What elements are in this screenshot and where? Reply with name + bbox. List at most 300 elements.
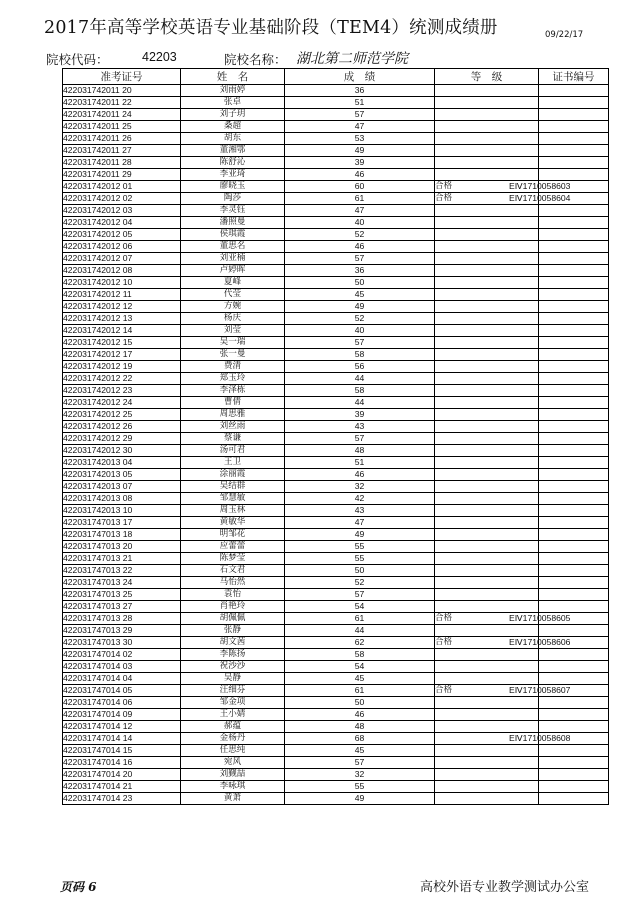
exam-id-cell: 422031742012 06 xyxy=(63,241,181,253)
school-info-row xyxy=(46,50,606,66)
exam-id-cell: 422031747013 27 xyxy=(63,601,181,613)
name-cell: 袁怡 xyxy=(181,589,285,601)
exam-id-cell: 422031747014 20 xyxy=(63,769,181,781)
score-cell: 50 xyxy=(285,565,435,577)
exam-id-cell: 422031747014 03 xyxy=(63,661,181,673)
exam-id-cell: 422031747014 21 xyxy=(63,781,181,793)
table-row xyxy=(63,529,609,541)
exam-id-cell: 422031747013 25 xyxy=(63,589,181,601)
grade-cell xyxy=(435,745,539,757)
print-date: 09/22/17 xyxy=(545,30,584,40)
certificate-cell xyxy=(539,229,609,241)
exam-id-cell: 422031742012 05 xyxy=(63,229,181,241)
exam-id-cell: 422031742013 10 xyxy=(63,505,181,517)
score-cell: 51 xyxy=(285,97,435,109)
certificate-cell xyxy=(539,565,609,577)
exam-id-cell: 422031747014 16 xyxy=(63,757,181,769)
name-cell: 李泽栋 xyxy=(181,385,285,397)
grade-cell xyxy=(435,349,539,361)
exam-id-cell: 422031742013 08 xyxy=(63,493,181,505)
certificate-cell xyxy=(539,757,609,769)
name-cell: 张一曼 xyxy=(181,349,285,361)
table-row xyxy=(63,301,609,313)
name-cell: 周思雅 xyxy=(181,409,285,421)
name-cell: 汪细芬 xyxy=(181,685,285,697)
table-row xyxy=(63,733,609,745)
grade-cell xyxy=(435,373,539,385)
score-cell: 60 xyxy=(285,181,435,193)
grade-cell xyxy=(435,493,539,505)
score-cell: 50 xyxy=(285,277,435,289)
certificate-cell xyxy=(539,469,609,481)
exam-id-cell: 422031742013 07 xyxy=(63,481,181,493)
name-cell: 邹金项 xyxy=(181,697,285,709)
grade-cell xyxy=(435,253,539,265)
table-row xyxy=(63,325,609,337)
name-cell: 石文君 xyxy=(181,565,285,577)
exam-id-cell: 422031742012 17 xyxy=(63,349,181,361)
table-row xyxy=(63,169,609,181)
exam-id-cell: 422031742013 05 xyxy=(63,469,181,481)
score-cell: 57 xyxy=(285,757,435,769)
score-cell: 46 xyxy=(285,709,435,721)
name-cell: 周玉林 xyxy=(181,505,285,517)
exam-id-cell: 422031742012 08 xyxy=(63,265,181,277)
grade-cell xyxy=(435,445,539,457)
table-row xyxy=(63,481,609,493)
certificate-cell xyxy=(539,661,609,673)
exam-id-cell: 422031742012 23 xyxy=(63,385,181,397)
certificate-cell xyxy=(539,121,609,133)
exam-id-cell: 422031747014 05 xyxy=(63,685,181,697)
name-cell: 蔡谦 xyxy=(181,433,285,445)
name-cell: 夏峰 xyxy=(181,277,285,289)
school-code-label: 院校代码： xyxy=(46,52,109,67)
grade-cell xyxy=(435,565,539,577)
name-cell: 邹慧敏 xyxy=(181,493,285,505)
certificate-cell xyxy=(539,445,609,457)
name-cell: 刘雨婷 xyxy=(181,85,285,97)
table-row xyxy=(63,757,609,769)
certificate-cell xyxy=(539,217,609,229)
certificate-cell xyxy=(539,745,609,757)
table-row xyxy=(63,109,609,121)
table-row xyxy=(63,385,609,397)
certificate-cell xyxy=(539,601,609,613)
exam-id-cell: 422031742013 04 xyxy=(63,457,181,469)
certificate-cell xyxy=(539,157,609,169)
table-row xyxy=(63,277,609,289)
certificate-cell xyxy=(539,577,609,589)
name-cell: 费清 xyxy=(181,361,285,373)
table-row xyxy=(63,709,609,721)
score-cell: 49 xyxy=(285,793,435,805)
score-cell: 58 xyxy=(285,649,435,661)
score-cell: 51 xyxy=(285,457,435,469)
table-row xyxy=(63,85,609,97)
table-row xyxy=(63,445,609,457)
exam-id-cell: 422031742011 25 xyxy=(63,121,181,133)
document-title: 2017年高等学校英语专业基础阶段（TEM4）统测成绩册 xyxy=(44,18,498,38)
name-cell: 胡佩佩 xyxy=(181,613,285,625)
name-cell: 李陈扬 xyxy=(181,649,285,661)
certificate-cell xyxy=(539,85,609,97)
score-cell: 57 xyxy=(285,589,435,601)
table-row xyxy=(63,565,609,577)
grade-cell xyxy=(435,157,539,169)
grade-cell xyxy=(435,397,539,409)
column-header-name: 姓 名 xyxy=(181,69,285,85)
name-cell: 黄萧 xyxy=(181,793,285,805)
score-cell: 58 xyxy=(285,349,435,361)
exam-id-cell: 422031747014 04 xyxy=(63,673,181,685)
score-cell: 43 xyxy=(285,505,435,517)
exam-id-cell: 422031747014 15 xyxy=(63,745,181,757)
grade-cell xyxy=(435,517,539,529)
grade-cell: 合格 xyxy=(435,181,539,193)
exam-id-cell: 422031742012 01 xyxy=(63,181,181,193)
table-row xyxy=(63,133,609,145)
score-cell: 32 xyxy=(285,769,435,781)
exam-id-cell: 422031747013 30 xyxy=(63,637,181,649)
name-cell: 王小婧 xyxy=(181,709,285,721)
name-cell: 明邹花 xyxy=(181,529,285,541)
certificate-cell xyxy=(539,625,609,637)
exam-id-cell: 422031747014 14 xyxy=(63,733,181,745)
column-header-exam-id: 准考证号 xyxy=(63,69,181,85)
table-row xyxy=(63,421,609,433)
table-row xyxy=(63,613,609,625)
name-cell: 宛风 xyxy=(181,757,285,769)
table-row xyxy=(63,409,609,421)
grade-cell xyxy=(435,169,539,181)
exam-id-cell: 422031742012 15 xyxy=(63,337,181,349)
certificate-cell xyxy=(539,673,609,685)
name-cell: 陈梦莹 xyxy=(181,553,285,565)
exam-id-cell: 422031747014 23 xyxy=(63,793,181,805)
grade-cell xyxy=(435,337,539,349)
grade-cell xyxy=(435,793,539,805)
certificate-cell xyxy=(539,433,609,445)
exam-id-cell: 422031742011 22 xyxy=(63,97,181,109)
table-body xyxy=(63,85,609,805)
grade-cell xyxy=(435,661,539,673)
exam-id-cell: 422031747013 21 xyxy=(63,553,181,565)
exam-id-cell: 422031747013 24 xyxy=(63,577,181,589)
certificate-cell xyxy=(539,313,609,325)
score-cell: 68 xyxy=(285,733,435,745)
certificate-cell xyxy=(539,793,609,805)
grade-cell xyxy=(435,769,539,781)
grade-cell xyxy=(435,97,539,109)
name-cell: 刘丝雨 xyxy=(181,421,285,433)
grade-cell xyxy=(435,589,539,601)
grade-cell xyxy=(435,433,539,445)
exam-id-cell: 422031742012 29 xyxy=(63,433,181,445)
table-row xyxy=(63,265,609,277)
exam-id-cell: 422031742012 22 xyxy=(63,373,181,385)
certificate-cell xyxy=(539,205,609,217)
score-cell: 61 xyxy=(285,613,435,625)
certificate-cell xyxy=(539,721,609,733)
table-row xyxy=(63,337,609,349)
name-cell: 曹倩 xyxy=(181,397,285,409)
grade-cell xyxy=(435,205,539,217)
name-cell: 张卓 xyxy=(181,97,285,109)
certificate-cell xyxy=(539,253,609,265)
certificate-cell xyxy=(539,529,609,541)
table-row xyxy=(63,229,609,241)
name-cell: 汤可君 xyxy=(181,445,285,457)
exam-id-cell: 422031742012 24 xyxy=(63,397,181,409)
exam-id-cell: 422031747013 28 xyxy=(63,613,181,625)
certificate-cell xyxy=(509,193,609,205)
score-cell: 55 xyxy=(285,781,435,793)
score-cell: 54 xyxy=(285,661,435,673)
table-row xyxy=(63,601,609,613)
score-cell: 39 xyxy=(285,409,435,421)
certificate-cell xyxy=(539,553,609,565)
exam-id-cell: 422031747013 17 xyxy=(63,517,181,529)
score-cell: 62 xyxy=(285,637,435,649)
certificate-cell xyxy=(539,781,609,793)
score-cell: 57 xyxy=(285,253,435,265)
name-cell: 刘觐喆 xyxy=(181,769,285,781)
grade-cell xyxy=(435,625,539,637)
exam-id-cell: 422031742012 26 xyxy=(63,421,181,433)
grade-cell xyxy=(435,121,539,133)
exam-id-cell: 422031747013 20 xyxy=(63,541,181,553)
exam-id-cell: 422031747014 06 xyxy=(63,697,181,709)
exam-id-cell: 422031742011 26 xyxy=(63,133,181,145)
name-cell: 胡东 xyxy=(181,133,285,145)
table-row xyxy=(63,505,609,517)
certificate-cell xyxy=(539,505,609,517)
name-cell: 任思纯 xyxy=(181,745,285,757)
table-row xyxy=(63,649,609,661)
score-cell: 61 xyxy=(285,685,435,697)
certificate-cell xyxy=(539,373,609,385)
certificate-cell xyxy=(509,181,609,193)
certificate-cell xyxy=(539,349,609,361)
score-cell: 46 xyxy=(285,469,435,481)
table-row xyxy=(63,577,609,589)
name-cell: 卢婷晖 xyxy=(181,265,285,277)
score-cell: 52 xyxy=(285,577,435,589)
table-row xyxy=(63,673,609,685)
certificate-cell xyxy=(539,97,609,109)
name-cell: 郝蕴 xyxy=(181,721,285,733)
exam-id-cell: 422031742012 13 xyxy=(63,313,181,325)
score-cell: 42 xyxy=(285,493,435,505)
exam-id-cell: 422031742012 07 xyxy=(63,253,181,265)
grade-cell xyxy=(435,325,539,337)
name-cell: 董思名 xyxy=(181,241,285,253)
score-cell: 45 xyxy=(285,289,435,301)
certificate-cell xyxy=(539,385,609,397)
table-header-row xyxy=(63,69,609,85)
grade-cell xyxy=(435,457,539,469)
grade-cell xyxy=(435,109,539,121)
name-cell: 肖艳玲 xyxy=(181,601,285,613)
score-cell: 52 xyxy=(285,229,435,241)
exam-id-cell: 422031742012 11 xyxy=(63,289,181,301)
score-cell: 40 xyxy=(285,217,435,229)
certificate-number: EⅣ1710058605 xyxy=(509,613,571,623)
certificate-number: EⅣ1710058608 xyxy=(509,733,571,743)
certificate-cell xyxy=(539,337,609,349)
certificate-number: EⅣ1710058607 xyxy=(509,685,571,695)
table-row xyxy=(63,433,609,445)
certificate-cell xyxy=(539,769,609,781)
certificate-cell xyxy=(539,145,609,157)
name-cell: 胡文茜 xyxy=(181,637,285,649)
score-cell: 56 xyxy=(285,361,435,373)
score-cell: 58 xyxy=(285,385,435,397)
grade-cell: 合格 xyxy=(435,637,539,649)
table-row xyxy=(63,217,609,229)
score-table xyxy=(62,68,609,805)
table-row xyxy=(63,145,609,157)
table-row xyxy=(63,781,609,793)
name-cell: 王卫 xyxy=(181,457,285,469)
certificate-number: EⅣ1710058603 xyxy=(509,181,571,191)
name-cell: 董湘鄂 xyxy=(181,145,285,157)
grade-cell xyxy=(435,217,539,229)
table-row xyxy=(63,373,609,385)
certificate-cell xyxy=(509,733,609,745)
name-cell: 杨庆 xyxy=(181,313,285,325)
page-number: 页码 6 xyxy=(60,880,97,894)
table-row xyxy=(63,721,609,733)
table-row xyxy=(63,457,609,469)
table-row xyxy=(63,205,609,217)
grade-cell: 合格 xyxy=(435,193,539,205)
certificate-cell xyxy=(539,697,609,709)
name-cell: 廖晓玉 xyxy=(181,181,285,193)
table-row xyxy=(63,685,609,697)
exam-id-cell: 422031747013 18 xyxy=(63,529,181,541)
table-row xyxy=(63,97,609,109)
table-row xyxy=(63,661,609,673)
name-cell: 刘亚楠 xyxy=(181,253,285,265)
exam-id-cell: 422031747013 29 xyxy=(63,625,181,637)
name-cell: 陈舒沁 xyxy=(181,157,285,169)
table-row xyxy=(63,541,609,553)
certificate-cell xyxy=(539,325,609,337)
exam-id-cell: 422031747014 09 xyxy=(63,709,181,721)
grade-cell xyxy=(435,133,539,145)
grade-cell xyxy=(435,601,539,613)
name-cell: 吴一瑞 xyxy=(181,337,285,349)
exam-id-cell: 422031742012 30 xyxy=(63,445,181,457)
certificate-cell xyxy=(539,421,609,433)
certificate-cell xyxy=(539,289,609,301)
score-cell: 57 xyxy=(285,109,435,121)
certificate-cell xyxy=(539,409,609,421)
certificate-cell xyxy=(539,265,609,277)
score-cell: 36 xyxy=(285,265,435,277)
exam-id-cell: 422031742012 12 xyxy=(63,301,181,313)
score-cell: 50 xyxy=(285,697,435,709)
exam-id-cell: 422031742011 20 xyxy=(63,85,181,97)
exam-id-cell: 422031747014 12 xyxy=(63,721,181,733)
table-row xyxy=(63,397,609,409)
score-cell: 55 xyxy=(285,553,435,565)
score-cell: 53 xyxy=(285,133,435,145)
certificate-cell xyxy=(539,133,609,145)
certificate-cell xyxy=(539,169,609,181)
score-cell: 48 xyxy=(285,445,435,457)
certificate-cell xyxy=(539,301,609,313)
score-cell: 36 xyxy=(285,85,435,97)
grade-cell xyxy=(435,421,539,433)
certificate-number: EⅣ1710058604 xyxy=(509,193,571,203)
grade-cell xyxy=(435,409,539,421)
certificate-cell xyxy=(539,361,609,373)
exam-id-cell: 422031742012 14 xyxy=(63,325,181,337)
certificate-cell xyxy=(539,589,609,601)
grade-cell xyxy=(435,781,539,793)
certificate-cell xyxy=(539,517,609,529)
score-cell: 46 xyxy=(285,169,435,181)
score-cell: 43 xyxy=(285,421,435,433)
name-cell: 侯琪霞 xyxy=(181,229,285,241)
certificate-cell xyxy=(509,685,609,697)
score-cell: 39 xyxy=(285,157,435,169)
grade-cell xyxy=(435,313,539,325)
column-header-score: 成 绩 xyxy=(285,69,435,85)
name-cell: 李亚琦 xyxy=(181,169,285,181)
score-cell: 47 xyxy=(285,517,435,529)
school-name: 湖北第二师范学院 xyxy=(296,51,408,67)
grade-cell xyxy=(435,577,539,589)
name-cell: 潘照曼 xyxy=(181,217,285,229)
table-row xyxy=(63,769,609,781)
grade-cell xyxy=(435,673,539,685)
column-header-grade: 等 级 xyxy=(435,69,539,85)
grade-cell xyxy=(435,241,539,253)
score-cell: 49 xyxy=(285,301,435,313)
grade-cell xyxy=(435,277,539,289)
table-row xyxy=(63,637,609,649)
table-row xyxy=(63,517,609,529)
certificate-cell xyxy=(509,613,609,625)
grade-cell xyxy=(435,529,539,541)
certificate-cell xyxy=(539,241,609,253)
table-row xyxy=(63,121,609,133)
score-cell: 47 xyxy=(285,121,435,133)
score-cell: 61 xyxy=(285,193,435,205)
grade-cell xyxy=(435,541,539,553)
score-cell: 49 xyxy=(285,145,435,157)
table-row xyxy=(63,313,609,325)
grade-cell: 合格 xyxy=(435,613,539,625)
grade-cell xyxy=(435,709,539,721)
name-cell: 应蕾蕾 xyxy=(181,541,285,553)
table-row xyxy=(63,193,609,205)
table-row xyxy=(63,181,609,193)
grade-cell xyxy=(435,649,539,661)
exam-id-cell: 422031742012 02 xyxy=(63,193,181,205)
name-cell: 李灵钰 xyxy=(181,205,285,217)
table-row xyxy=(63,349,609,361)
score-cell: 44 xyxy=(285,373,435,385)
exam-id-cell: 422031742011 24 xyxy=(63,109,181,121)
certificate-cell xyxy=(539,277,609,289)
grade-cell xyxy=(435,697,539,709)
grade-cell xyxy=(435,721,539,733)
